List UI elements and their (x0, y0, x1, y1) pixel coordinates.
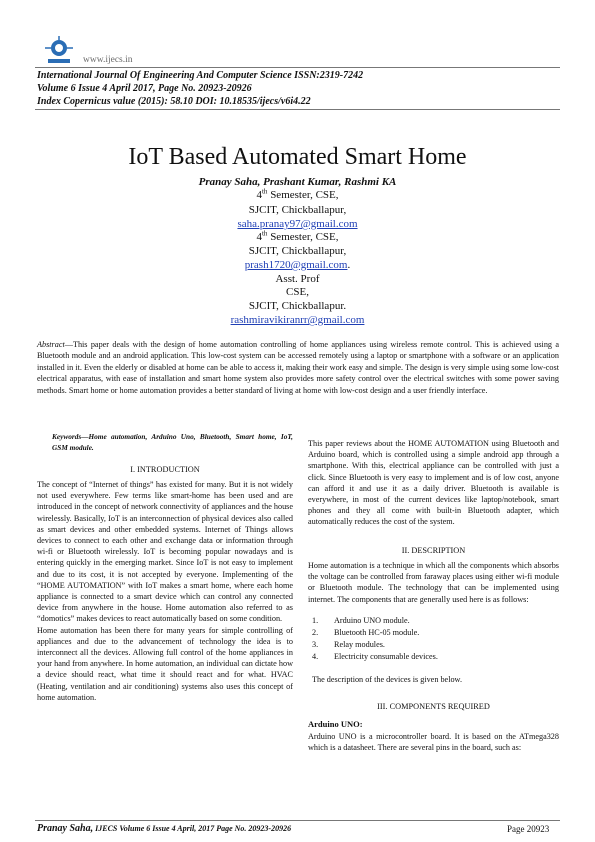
footer-rule (35, 820, 560, 821)
list-item: 3. Relay modules. (312, 640, 385, 649)
abstract-text: —This paper deals with the design of home automation controlling of home appliances using wireless remote control. This is achieved using a Bluetooth module and an android application. This low-cost system can be accessed remotely using a laptop or smartphone with a software or an application installed in it. Even the elderly or disabled at home can be able to access it, making their work easy and simple. The design is very simple using some low-cost electrical apparatus, with ease of installation and smart home system also provides more safety control over the electrical switches with some power saving methods. Smart home or home automation provides a better standard of living at home with low-cost design and a user friendly interface. (37, 340, 559, 395)
affiliation-semester-1: 4th Semester, CSE, (256, 187, 339, 201)
section-heading-components: III. COMPONENTS REQUIRED (377, 702, 490, 711)
description-note: The description of the devices is given below. (312, 675, 462, 684)
affiliation-institute-2: SJCIT, Chickballapur, (248, 245, 347, 257)
introduction-paragraph-2: Home automation has been there for many years for simple controlling of appliances and due to the advancement of technology the idea is to interconnect all the devices. Allowing full control of the home appliances in your hand from anywhere. In home automation, an individual can dictate how a device should react, what time it should react and for what. HVAC (Heating, ventilation and air conditioning) systems also uses this concept of home automation. (37, 625, 293, 702)
abstract (37, 339, 559, 396)
introduction-paragraph-1: The concept of “Internet of things” has existed for many. But it is not widely not used everywhere. Few terms like smart-home has been used and are introduced in the concept of network connectivity of appliances and the house wirelessly. Basically, IoT is an interconnection of physical devices also called as smart devices and other embedded systems. Internet of Things allows devices to connect to each other and exchange data or information through wi-fi or Bluetooth wirelessly. IoT is becoming popular nowadays and is entering quickly in the emerging market. Since IoT is not easy to implement and due to its cost, it is not accepted by everyone. Implementing of the “HOME AUTOMATION” with IoT makes a smart home, where each home appliance is connected to a smart device which can control any connected device from anywhere in the house. Home automation also referred to as “domotics” makes devices to react automatically based on some condition. (37, 480, 293, 624)
introduction-body (37, 479, 293, 703)
keywords: Keywords—Home automation, Arduino Uno, Bluetooth, Smart home, IoT, GSM module. (52, 432, 293, 452)
author-list: Pranay Saha, Prashant Kumar, Rashmi KA (198, 176, 397, 188)
journal-logo (41, 36, 77, 66)
affiliation-role-3: Asst. Prof (275, 273, 320, 285)
affiliation-institute-3: SJCIT, Chickballapur. (248, 300, 347, 312)
journal-name: International Journal Of Engineering And Computer Science ISSN:2319-7242 (37, 70, 364, 81)
list-item: 2. Bluetooth HC-05 module. (312, 628, 420, 637)
affiliation-email-2-line: prash1720@gmail.com. (244, 259, 351, 271)
header-rule-top (35, 67, 560, 68)
affiliation-semester-2: 4th Semester, CSE, (256, 229, 339, 243)
journal-doi: Index Copernicus value (2015): 58.10 DOI: 10.18535/ijecs/v6i4.22 (37, 96, 311, 107)
author-email-2[interactable]: prash1720@gmail.com (244, 259, 348, 271)
list-item: 1. Arduino UNO module. (312, 616, 410, 625)
subsection-heading-arduino: Arduino UNO: (308, 719, 363, 729)
journal-site-link[interactable]: www.ijecs.in (83, 55, 133, 65)
affiliation-email-3-line (0, 314, 595, 326)
introduction-continuation: This paper reviews about the HOME AUTOMATION using Bluetooth and Arduino board, which is controlled using a simple android app through a smartphone. With this, electrical appliance can be controlled with just a click. Since Bluetooth is very easy to implement and is of low cost, anyone can afford it and use it as a daily driver. Bluetooth is available is everywhere, in most of the current devices like laptop/notebook, smart phones and they all come with built-in Bluetooth adapter, which automatically reduces the cost of the system. (308, 439, 559, 527)
description-body: Home automation is a technique in which all the components which absorbs the voltage can be controlled from faraway places using either wi-fi module or Bluetooth module. The technology that can be implemented using internet. The components that are generally used here is as follows: (308, 561, 559, 604)
header-rule-bottom (35, 109, 560, 110)
author-email-3[interactable]: rashmiravikiranrr@gmail.com (230, 314, 365, 326)
affiliation-institute-1: SJCIT, Chickballapur, (248, 204, 347, 216)
page-number: Page 20923 (507, 824, 550, 834)
author-email-1[interactable]: saha.pranay97@gmail.com (237, 218, 358, 230)
footer-citation: Pranay Saha, IJECS Volume 6 Issue 4 April, 2017 Page No. 20923-20926 (37, 823, 292, 834)
paper-title: IoT Based Automated Smart Home (128, 144, 467, 170)
journal-volume: Volume 6 Issue 4 April 2017, Page No. 20923-20926 (37, 83, 252, 94)
section-heading-introduction: I. INTRODUCTION (130, 465, 200, 474)
arduino-body: Arduino UNO is a microcontroller board. It is based on the ATmega328 which is a datasheet. There are several pins in the board, such as: (308, 732, 559, 753)
affiliation-email-1-line (0, 218, 595, 230)
affiliation-dept-3: CSE, (286, 286, 309, 298)
list-item: 4. Electricity consumable devices. (312, 652, 438, 661)
section-heading-description: II. DESCRIPTION (401, 546, 466, 555)
abstract-label: Abstract (37, 340, 65, 349)
components-list (312, 615, 559, 663)
